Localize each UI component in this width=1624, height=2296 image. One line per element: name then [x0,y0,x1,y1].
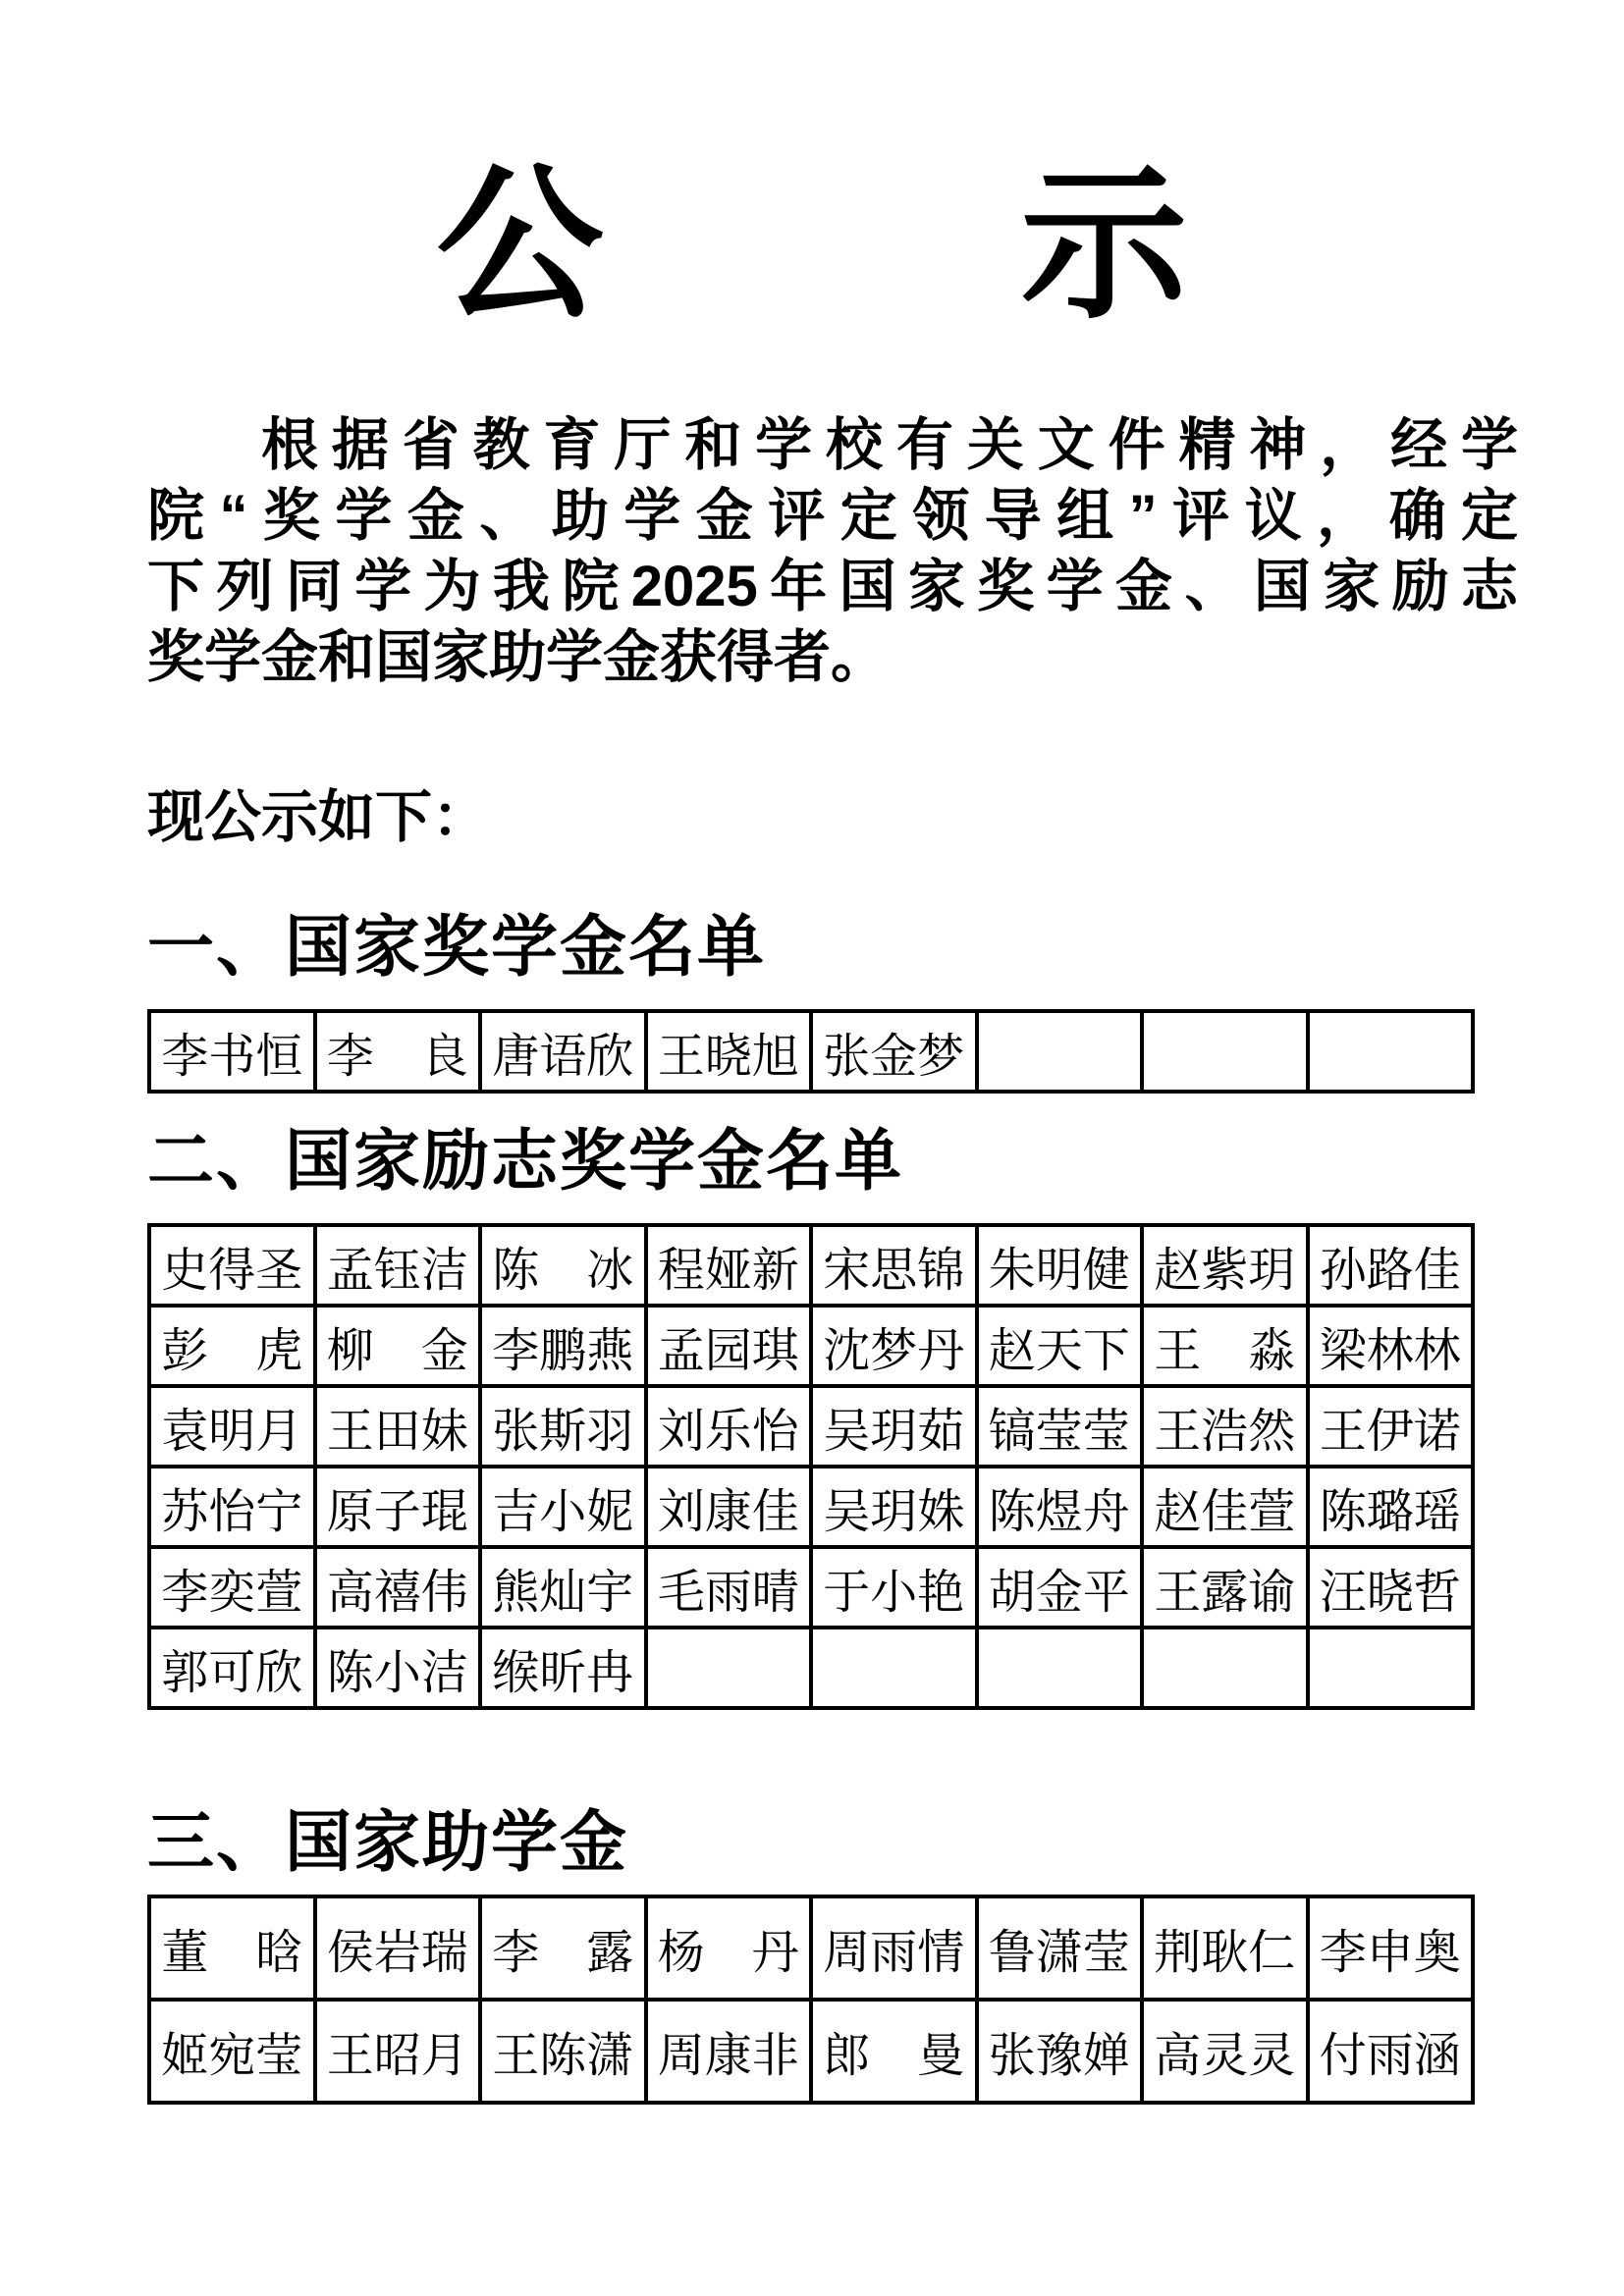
name-cell: 吴玥姝 [811,1467,977,1547]
name-cell: 赵天下 [977,1306,1143,1386]
title-char-gong: 公 [436,152,604,339]
empty-cell [811,1628,977,1708]
name-cell: 史得圣 [149,1225,315,1306]
name-cell: 程娅新 [646,1225,812,1306]
name-cell: 陈煜舟 [977,1467,1143,1547]
intro-line-1: 根据省教育厅和学校有关文件精神，经学 [261,413,1518,477]
name-cell: 周康非 [646,2000,812,2103]
name-cell: 梁林林 [1308,1306,1474,1386]
section-national-grant [147,1798,1475,2105]
name-cell: 孟钰洁 [315,1225,481,1306]
table-row [149,1225,1473,1306]
name-cell: 刘乐怡 [646,1386,812,1467]
name-cell: 赵紫玥 [1142,1225,1308,1306]
intro-line-4: 奖学金和国家助学金获得者。 [147,625,889,689]
name-cell: 姬宛莹 [149,2000,315,2103]
name-cell: 赵佳萱 [1142,1467,1308,1547]
name-cell: 张金梦 [811,1011,977,1092]
section-3-heading: 三、国家助学金 [147,1805,629,1880]
name-cell: 彭 虎 [149,1306,315,1386]
name-cell: 毛雨晴 [646,1547,812,1628]
name-cell: 王 淼 [1142,1306,1308,1386]
national-scholarship-table [147,1009,1475,1094]
section-1-heading: 一、国家奖学金名单 [147,910,767,985]
name-cell: 王田妹 [315,1386,481,1467]
name-cell: 胡金平 [977,1547,1143,1628]
name-cell: 李奕萱 [149,1547,315,1628]
name-cell: 付雨涵 [1308,2000,1474,2103]
name-cell: 宋思锦 [811,1225,977,1306]
section-inspirational-scholarship [147,1117,1475,1710]
name-cell: 沈梦丹 [811,1306,977,1386]
section-2-heading: 二、国家励志奖学金名单 [147,1124,904,1199]
name-cell: 于小艳 [811,1547,977,1628]
name-cell: 杨 丹 [646,1896,812,2000]
name-cell: 陈 冰 [480,1225,646,1306]
name-cell: 王陈潇 [480,2000,646,2103]
table-row [149,1306,1473,1386]
name-cell: 高灵灵 [1142,2000,1308,2103]
name-cell: 王浩然 [1142,1386,1308,1467]
name-cell: 苏怡宁 [149,1467,315,1547]
name-cell: 汪晓哲 [1308,1547,1474,1628]
name-cell: 吉小妮 [480,1467,646,1547]
name-cell: 王露谕 [1142,1547,1308,1628]
name-cell: 刘康佳 [646,1467,812,1547]
name-cell: 王伊诺 [1308,1386,1474,1467]
name-cell: 郎 曼 [811,2000,977,2103]
empty-cell [646,1628,812,1708]
name-cell: 李鹏燕 [480,1306,646,1386]
name-cell: 缑昕冉 [480,1628,646,1708]
intro-paragraph [147,410,1518,693]
name-cell: 李书恒 [149,1011,315,1092]
table-row [149,1547,1473,1628]
name-cell: 朱明健 [977,1225,1143,1306]
notice-line: 现公示如下： [147,785,490,849]
name-cell: 柳 金 [315,1306,481,1386]
name-cell: 鲁潇莹 [977,1896,1143,2000]
name-cell: 陈璐瑶 [1308,1467,1474,1547]
name-cell: 郭可欣 [149,1628,315,1708]
name-cell: 孙路佳 [1308,1225,1474,1306]
section-national-scholarship [147,903,1475,1094]
name-cell: 吴玥茹 [811,1386,977,1467]
empty-cell [1308,1011,1474,1092]
name-cell: 董 晗 [149,1896,315,2000]
name-cell: 陈小洁 [315,1628,481,1708]
empty-cell [1142,1628,1308,1708]
name-cell: 王晓旭 [646,1011,812,1092]
name-cell: 荆耿仁 [1142,1896,1308,2000]
name-cell: 李 露 [480,1896,646,2000]
table-row [149,1011,1473,1092]
intro-line-2: 院“奖学金、助学金评定领导组”评议，确定 [147,484,1518,548]
national-grant-table [147,1895,1475,2105]
inspirational-scholarship-table [147,1223,1475,1710]
empty-cell [1308,1628,1474,1708]
name-cell: 王昭月 [315,2000,481,2103]
table-row [149,2000,1473,2103]
name-cell: 高禧伟 [315,1547,481,1628]
name-cell: 张斯羽 [480,1386,646,1467]
name-cell: 镐莹莹 [977,1386,1143,1467]
name-cell: 熊灿宇 [480,1547,646,1628]
table-row [149,1467,1473,1547]
empty-cell [977,1011,1143,1092]
table-row [149,1628,1473,1708]
name-cell: 孟园琪 [646,1306,812,1386]
empty-cell [1142,1011,1308,1092]
name-cell: 袁明月 [149,1386,315,1467]
name-cell: 唐语欣 [480,1011,646,1092]
name-cell: 侯岩瑞 [315,1896,481,2000]
table-row [149,1896,1473,2000]
empty-cell [977,1628,1143,1708]
intro-line-3: 下列同学为我院2025年国家奖学金、国家励志 [147,555,1518,618]
page-title [0,137,1624,353]
name-cell: 李 良 [315,1011,481,1092]
name-cell: 张豫婵 [977,2000,1143,2103]
name-cell: 周雨情 [811,1896,977,2000]
title-char-shi: 示 [1020,152,1188,339]
name-cell: 原子琨 [315,1467,481,1547]
name-cell: 李申奥 [1308,1896,1474,2000]
table-row [149,1386,1473,1467]
